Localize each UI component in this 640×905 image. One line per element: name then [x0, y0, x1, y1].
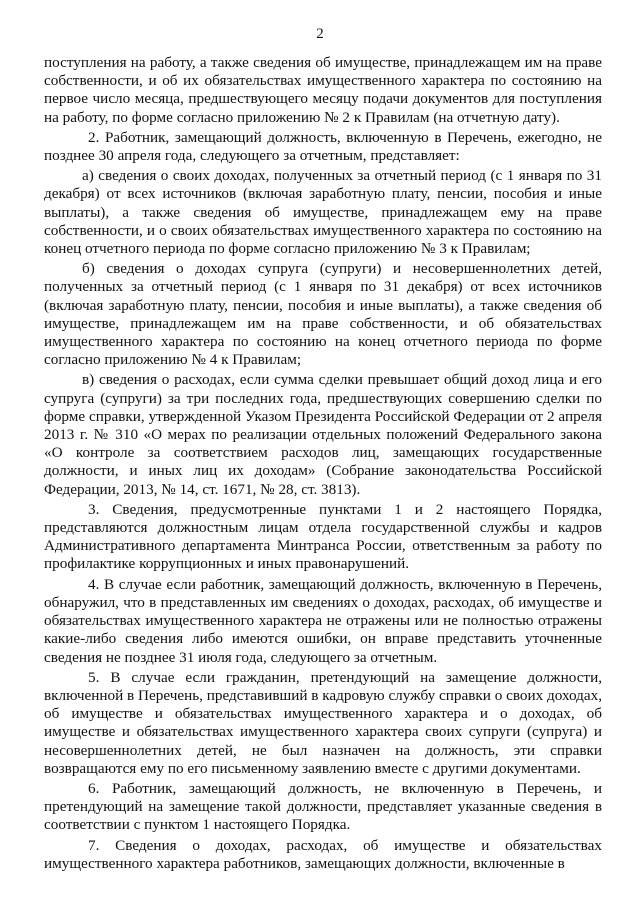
paragraph-item-7: 7. Сведения о доходах, расходах, об имуществе и обязательствах имущественного характера работников, замещающих должности, включенные в	[44, 836, 602, 872]
paragraph-continuation: поступления на работу, а также сведения об имуществе, принадлежащем им на праве собственности, и об их обязательствах имущественного характера по состоянию на первое число месяца, предшествующего месяцу подачи документов для поступления на работу, по форме согласно приложению № 2 к Правилам (на отчетную дату).	[44, 54, 602, 126]
page-number: 2	[316, 26, 324, 42]
paragraph-subitem-v: в) сведения о расходах, если сумма сделки превышает общий доход лица и его супруга (супруги) за три последних года, предшествующих совершению сделки по форме справки, утвержденной Указом Президента Российской Федерации от 2 апреля 2013 г. № 310 «О мерах по реализации отдельных положений Федерального закона «О контроле за соответствием расходов лиц, замещающих государственные должности, и иных лиц их доходам» (Собрание законодательства Российской Федерации, 2013, № 14, ст. 1671, № 28, ст. 3813).	[44, 371, 602, 498]
paragraph-item-3: 3. Сведения, предусмотренные пунктами 1 и 2 настоящего Порядка, представляются должностным лицам отдела государственной службы и кадров Административного департамента Минтранса России, ответственным за работу по профилактике коррупционных и иных правонарушений.	[44, 500, 602, 573]
paragraph-item-2: 2. Работник, замещающий должность, включенную в Перечень, ежегодно, не позднее 30 апреля года, следующего за отчетным, представляет:	[44, 128, 602, 165]
paragraph-item-6: 6. Работник, замещающий должность, не включенную в Перечень, и претендующий на замещение такой должности, представляет указанные сведения в соответствии с пунктом 1 настоящего Порядка.	[44, 779, 602, 834]
paragraph-item-5: 5. В случае если гражданин, претендующий на замещение должности, включенной в Перечень, представивший в кадровую службу справки о своих доходах, об имуществе и обязательствах имущественного характера и о доходах, об имуществе и обязательствах имущественного характера своих супруги (супруга) и несовершеннолетних детей, не был назначен на должность, эти справки возвращаются ему по его письменному заявлению вместе с другими документами.	[44, 668, 602, 777]
document-body	[44, 54, 602, 875]
paragraph-subitem-b: б) сведения о доходах супруга (супруги) и несовершеннолетних детей, полученных за отчетный период (с 1 января по 31 декабря) от всех источников (включая заработную плату, пенсии, пособия и иные выплаты), а также сведения об имуществе, принадлежащем им на праве собственности, и об обязательствах имущественного характера по состоянию на конец отчетного периода по форме согласно приложению № 4 к Правилам;	[44, 260, 602, 369]
paragraph-item-4: 4. В случае если работник, замещающий должность, включенную в Перечень, обнаружил, что в представленных им сведениях о доходах, расходах, об имуществе и обязательствах имущественного характера не отражены или не полностью отражены какие-либо сведения либо имеются ошибки, он вправе представить уточненные сведения не позднее 31 июля года, следующего за отчетным.	[44, 575, 602, 666]
paragraph-subitem-a: а) сведения о своих доходах, полученных за отчетный период (с 1 января по 31 декабря) от всех источников (включая заработную плату, пенсии, пособия и иные выплаты), а также сведения об имуществе, принадлежащем ему на праве собственности, и о своих обязательствах имущественного характера по состоянию на конец отчетного периода по форме согласно приложению № 3 к Правилам;	[44, 167, 602, 258]
